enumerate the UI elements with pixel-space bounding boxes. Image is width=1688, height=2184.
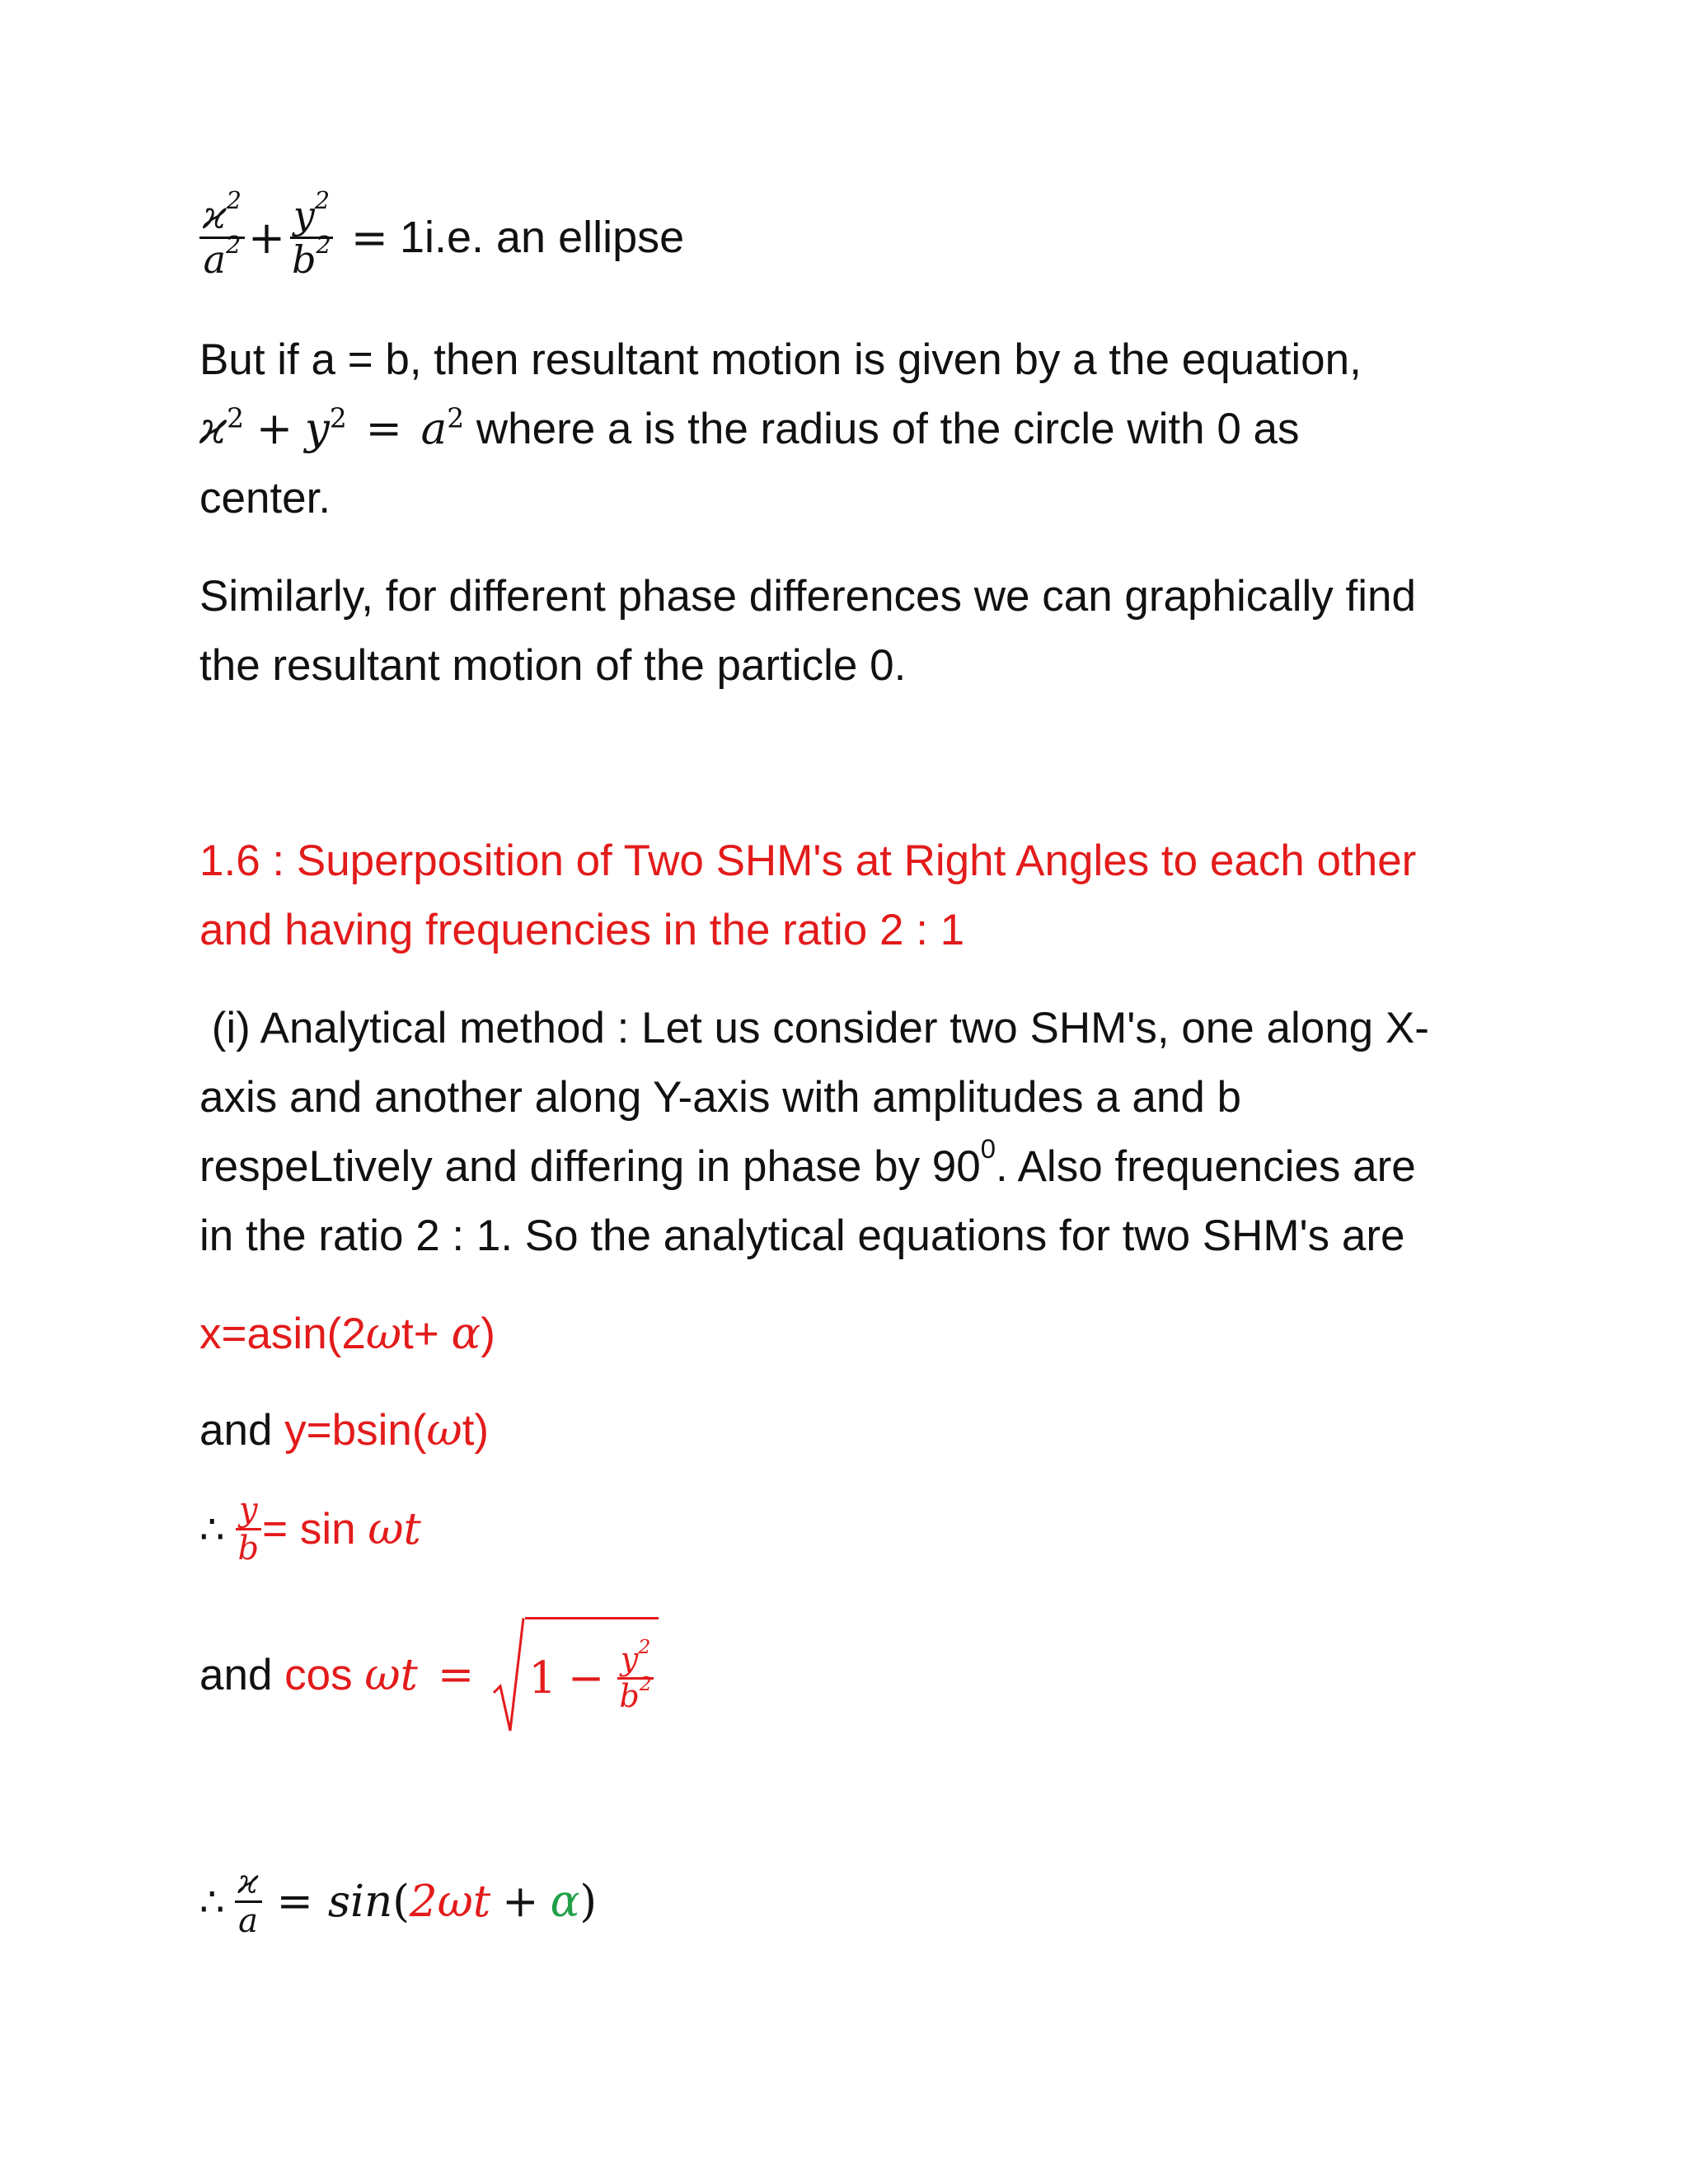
circle-paragraph-line-3: center. <box>199 474 331 523</box>
similarly-paragraph-line-1: Similarly, for different phase differences we can graphically find <box>199 572 1416 621</box>
sin-equation: ∴ $\frac{y}{b}$ = sin ωt <box>199 1491 421 1568</box>
therefore-symbol: ∴ <box>199 1506 225 1553</box>
fraction-x2-a2: $\frac{ϰ^2}{a^2}$ <box>199 194 245 280</box>
fraction-y-b: $\frac{y}{b}$ <box>235 1492 263 1567</box>
ellipse-equation <box>199 186 685 282</box>
therefore-symbol: ∴ <box>199 1878 225 1925</box>
equals-sign: = <box>350 211 388 264</box>
section-heading-line-2: and having frequencies in the ratio 2 : 1 <box>199 906 965 954</box>
final-equation: ∴ $\frac{ϰ}{a}$ = sin ( 2ωt + α ) <box>199 1863 598 1940</box>
plus-sign: + <box>247 211 286 264</box>
ellipse-rhs: 1i.e. an ellipse <box>399 213 685 263</box>
circle-paragraph-line-2: $ϰ^2 + y^2 = a^2$ where a is the radius of the circle with 0 as <box>199 401 1300 454</box>
similarly-paragraph-line-2: the resultant motion of the particle 0. <box>199 641 907 690</box>
fraction-x-a: $\frac{ϰ}{a}$ <box>235 1864 262 1939</box>
analytical-paragraph-line-4: in the ratio 2 : 1. So the analytical equations for two SHM's are <box>199 1212 1405 1260</box>
section-heading-line-1: 1.6 : Superposition of Two SHM's at Right Angles to each other <box>199 837 1417 885</box>
y-equation: and y=bsin(ωt) <box>199 1405 490 1455</box>
circle-paragraph-line-1: But if a = b, then resultant motion is given by a the equation, <box>199 335 1362 384</box>
fraction-y2-b2: $\frac{y^2}{b^2}$ <box>288 194 335 280</box>
x-equation: x=asin(2ωt+ α) <box>199 1309 495 1359</box>
radical-sign-icon <box>492 1617 525 1732</box>
square-root: 1 − $\frac{y^2}{b^2}$ <box>492 1617 658 1732</box>
analytical-paragraph-line-1: (i) Analytical method : Let us consider two SHM's, one along X- <box>199 1004 1429 1052</box>
analytical-paragraph-line-2: axis and another along Y-axis with amplitudes a and b <box>199 1073 1242 1122</box>
analytical-paragraph-line-3: respeLtively and differing in phase by $90^0$. Also frequencies are <box>199 1133 1416 1191</box>
cos-equation: and cos ωt = 1 − $\frac{y^2}{b^2}$ <box>199 1617 659 1732</box>
